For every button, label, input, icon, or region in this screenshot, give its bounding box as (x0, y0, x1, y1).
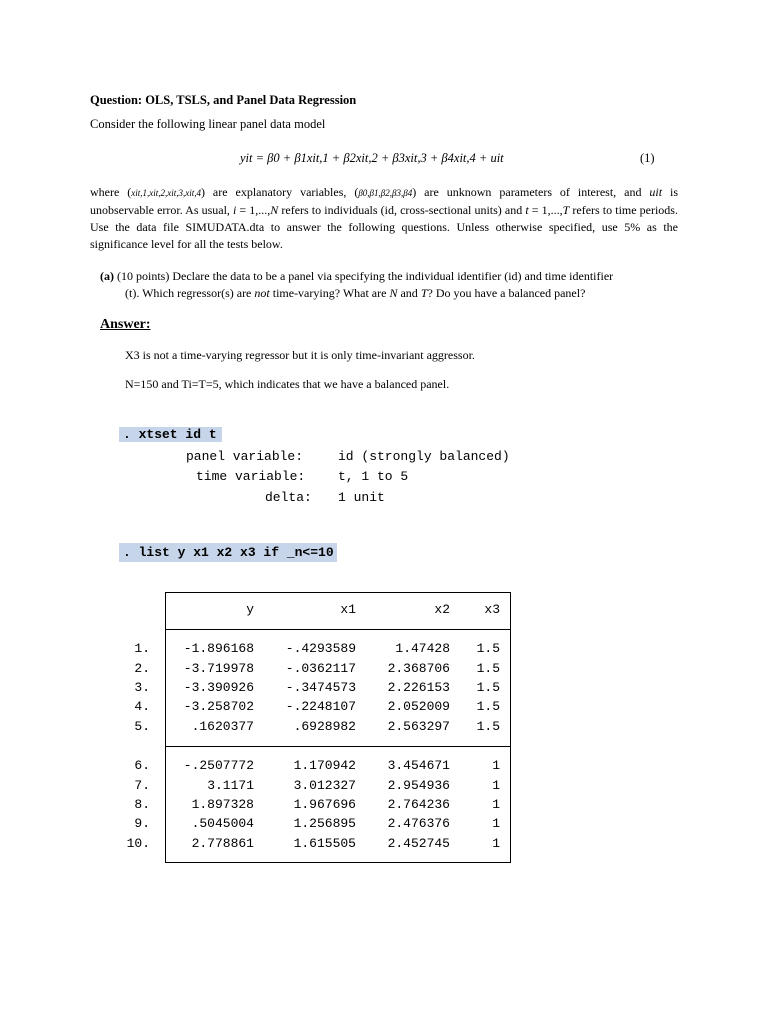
question-title: Question: OLS, TSLS, and Panel Data Regression (90, 93, 357, 107)
model-description-paragraph (90, 184, 678, 253)
row-number: 1. (134, 641, 150, 656)
part-a-text: (10 points) Declare the data to be a panel via specifying the individual identifier (id) and time identifier (114, 269, 614, 283)
table-cell-x3: 1 (492, 778, 500, 793)
intro-text: Consider the following linear panel data model (90, 117, 326, 131)
row-number: 3. (134, 680, 150, 695)
para-text: where ( (90, 185, 132, 199)
index-t: t (525, 203, 529, 217)
delta-label: delta: (265, 490, 312, 505)
part-a-text: and (397, 286, 421, 300)
para-text: ) are unknown parameters of interest, and (412, 185, 650, 199)
answer-line: N=150 and Ti=T=5, which indicates that we have a balanced panel. (125, 377, 450, 391)
group-divider (165, 746, 511, 747)
panel-variable-label: panel variable: (186, 449, 304, 464)
time-variable-label: time variable: (196, 469, 306, 484)
regressor-list: xit,1,xit,2,xit,3,xit,4 (131, 188, 201, 198)
table-cell-x1: 3.012327 (293, 778, 356, 793)
xtset-command: . xtset id t (119, 427, 222, 442)
table-cell-y: -.2507772 (183, 758, 254, 773)
part-a-text: (t). Which regressor(s) are (125, 286, 255, 300)
table-cell-x2: 2.052009 (387, 699, 450, 714)
row-number: 8. (134, 797, 150, 812)
table-cell-x1: -.0362117 (285, 661, 356, 676)
table-cell-x3: 1 (492, 836, 500, 851)
table-cell-x1: -.3474573 (285, 680, 356, 695)
table-cell-x3: 1.5 (476, 699, 500, 714)
table-cell-x1: 1.256895 (293, 816, 356, 831)
part-a-label: (a) (100, 269, 114, 283)
table-cell-x3: 1.5 (476, 641, 500, 656)
equation-number: (1) (640, 151, 655, 165)
column-header-x2: x2 (434, 602, 450, 617)
model-equation: yit = β0 + β1xit,1 + β2xit,2 + β3xit,3 + β4xit,4 + uit (240, 151, 504, 165)
table-cell-x2: 3.454671 (387, 758, 450, 773)
table-cell-x1: -.4293589 (285, 641, 356, 656)
part-a-text: ? Do you have a balanced panel? (427, 286, 586, 300)
table-cell-x2: 2.563297 (387, 719, 450, 734)
table-cell-y: .5045004 (191, 816, 254, 831)
part-a-question (100, 268, 680, 302)
table-cell-x2: 2.226153 (387, 680, 450, 695)
header-divider (165, 629, 511, 630)
table-cell-x3: 1.5 (476, 661, 500, 676)
table-cell-y: 3.1171 (207, 778, 254, 793)
table-cell-x2: 1.47428 (395, 641, 450, 656)
table-cell-x3: 1 (492, 758, 500, 773)
symbol-t: T (420, 286, 428, 300)
table-cell-x1: -.2248107 (285, 699, 356, 714)
table-cell-x2: 2.476376 (387, 816, 450, 831)
parameter-list: β0,β1,β2,β3,β4 (358, 188, 413, 198)
table-cell-x1: 1.170942 (293, 758, 356, 773)
table-cell-x2: 2.954936 (387, 778, 450, 793)
row-number: 6. (134, 758, 150, 773)
symbol-n: N (389, 286, 398, 300)
column-header-x1: x1 (340, 602, 356, 617)
para-text: = 1,..., (236, 203, 271, 217)
para-text: is unobservable error. As usual, (90, 185, 679, 217)
row-number: 5. (134, 719, 150, 734)
table-cell-x1: .6928982 (293, 719, 356, 734)
table-cell-x2: 2.764236 (387, 797, 450, 812)
table-cell-x3: 1.5 (476, 719, 500, 734)
table-cell-x2: 2.368706 (387, 661, 450, 676)
column-header-x3: x3 (484, 602, 500, 617)
table-cell-x3: 1 (492, 797, 500, 812)
error-term: uit (649, 185, 663, 199)
table-cell-x3: 1 (492, 816, 500, 831)
table-cell-y: -3.719978 (183, 661, 254, 676)
para-text: = 1,..., (528, 203, 563, 217)
table-cell-y: -1.896168 (183, 641, 254, 656)
para-text: refers to time periods. Use the data file SIMUDATA.dta to answer the following questions. Unless otherwise specified, use 5% as the significance level for all the tests below. (90, 203, 678, 251)
column-header-y: y (246, 602, 254, 617)
emphasis-not: not (254, 286, 270, 300)
row-number: 7. (134, 778, 150, 793)
table-cell-y: -3.258702 (183, 699, 254, 714)
table-cell-x1: 1.615505 (293, 836, 356, 851)
table-cell-y: .1620377 (191, 719, 254, 734)
list-command: . list y x1 x2 x3 if _n<=10 (119, 543, 337, 562)
row-number: 4. (134, 699, 150, 714)
answer-line: X3 is not a time-varying regressor but it is only time-invariant aggressor. (125, 348, 475, 362)
table-cell-x2: 2.452745 (387, 836, 450, 851)
time-variable-value: t, 1 to 5 (338, 469, 409, 484)
index-i: i (233, 203, 237, 217)
row-number: 9. (134, 816, 150, 831)
table-cell-y: 1.897328 (191, 797, 254, 812)
row-number: 2. (134, 661, 150, 676)
symbol-n: N (270, 203, 279, 217)
symbol-t: T (562, 203, 570, 217)
para-text: ) are explanatory variables, ( (200, 185, 359, 199)
panel-variable-value: id (strongly balanced) (338, 449, 510, 464)
table-cell-y: -3.390926 (183, 680, 254, 695)
para-text: refers to individuals (id, cross-sectional units) and (278, 203, 526, 217)
table-cell-x1: 1.967696 (293, 797, 356, 812)
table-cell-x3: 1.5 (476, 680, 500, 695)
row-number: 10. (126, 836, 150, 851)
part-a-text: time-varying? What are (269, 286, 390, 300)
table-cell-y: 2.778861 (191, 836, 254, 851)
answer-heading: Answer: (100, 317, 151, 332)
delta-value: 1 unit (338, 490, 385, 505)
